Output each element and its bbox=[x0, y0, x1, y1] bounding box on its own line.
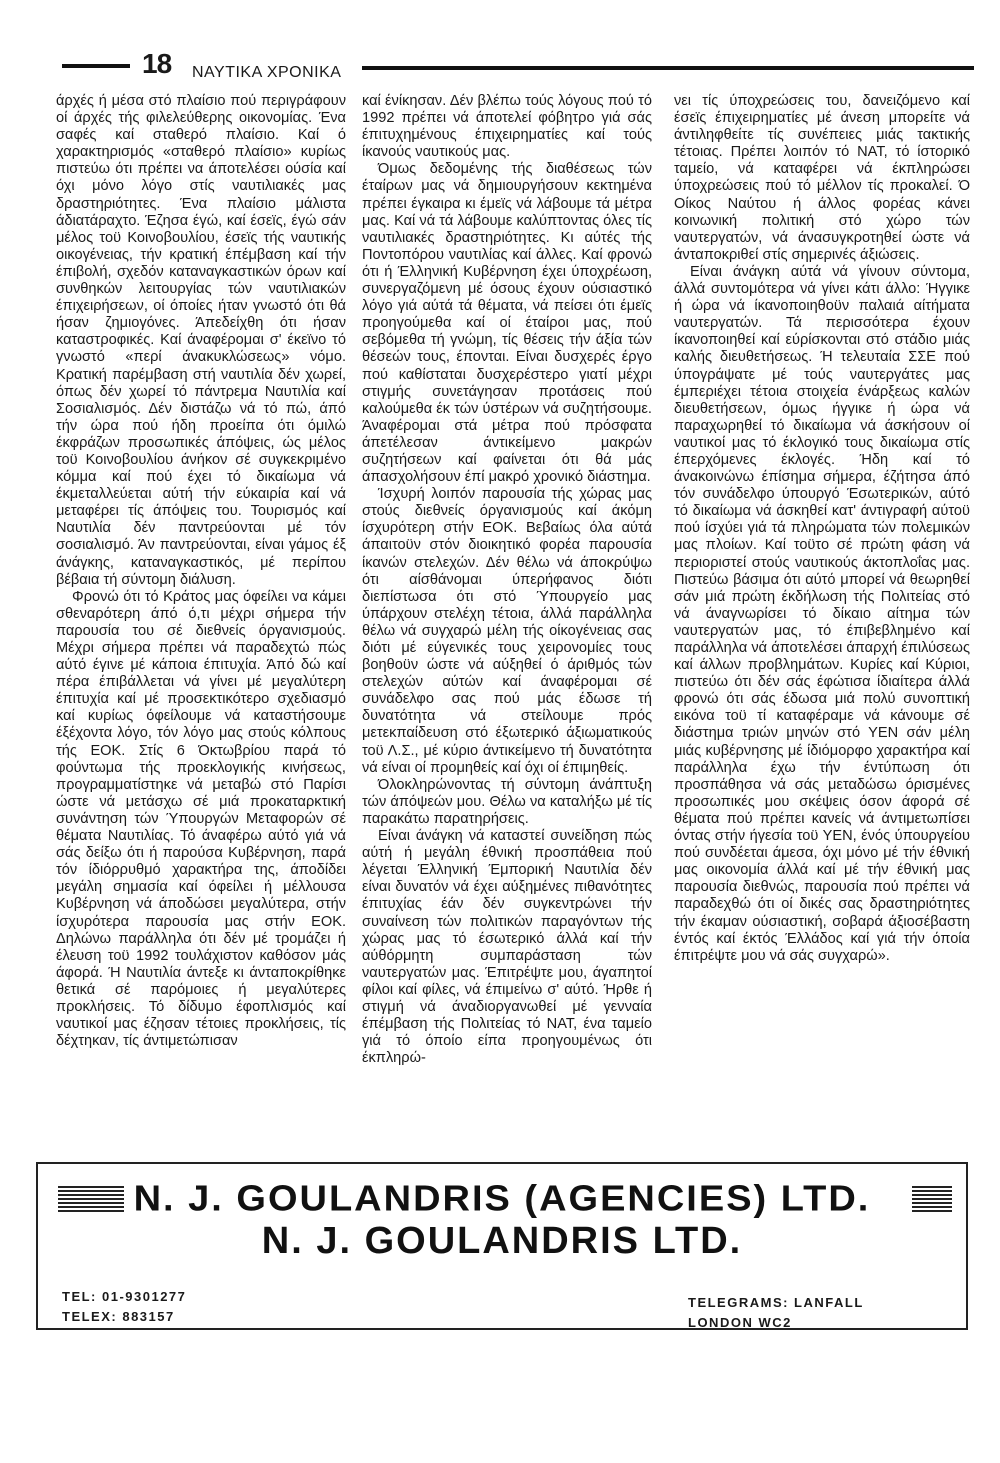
paragraph: Όλοκληρώνοντας τή σύντομη άνάπτυξη τών άπόψεών μου. Θέλω να καταλήξω μέ τίς παρακάτω παρατηρήσεις. bbox=[362, 776, 652, 827]
ad-city: LONDON WC2 bbox=[688, 1315, 792, 1330]
paragraph: άρχές ή μέσα στό πλαίσιο πού περιγράφουν οί άρχές τής φιλελεύθερης οικονομίας. Ένα σαφές καί σταθερό πλαίσιο. Καί ό χαρακτηρισμός «σταθερό πλαίσιο» κυρίως πιστεύω ότι πρέπει να άποτελέσει ούσία καί όχι μόνο λόγο στίς ναυτιλιακές μας δραστηριότητες. Ένα πλαίσιο μάλιστα άδιατάραχτο. Έζησα έγώ, καί έσεϊς, έγώ σάν μέλος τοϋ Κοινοβουλίου, έσεϊς τής ναυτικής οικογένειας, τήν κρατική έπέμβαση καί τήν έπιβολή, σχεδόν καταναγκαστικών όρων καί συνθηκών λειτουργίας τών ναυτιλιακών έπιχειρήσεων, οί όποίες ήταν γνωστό ότι θά ήσαν ζημιογόνες. Άπεδείχθη ότι ήσαν καταστροφικές. Καί άναφέρομαι σ' έκεϊνο τό γνωστό «περί άνακυκλώσεως» νόμο. Κρατική παρέμβαση στή ναυτιλία δέν χωρεί, όπως δέν χωρεί τό πάντρεμα Ναυτιλία καί Σοσιαλισμός. Δέν διστάζω νά τό πώ, άπό τήν ώρα πού ήδη προείπα ότι όμιλώ έκφράζων προσωπικές άπόψεις, ώς μέλος τοϋ Κοινοβουλίου άνήκον σέ συγκεκριμένο κόμμα καί πού έχει τό δικαίωμα νά έκμεταλλεύεται αύτή τήν εύκαιρία καί νά μεταφέρει τίς άπόψεις του. Τουρισμός καί Ναυτιλία δέν παντρεύονται μέ τόν σοσιαλισμό. Άν παντρεύονται, είναι γάμος έξ άνάγκης, καταναγκαστικός, μέ περίπου βέβαια τή σύντομη διάλυση. bbox=[56, 93, 346, 588]
header-rule-right bbox=[362, 66, 974, 70]
paragraph: Είναι άνάγκη αύτά νά γίνουν σύντομα, άλλά συντομότερα νά γίνει κάτι άλλο: Ήγγικε ή ώρα νά ίκανοποιηθοϋν παλαιά αίτήματα ναυτεργατών. Τά περισσότερα έχουν ίκανοποιηθεί καί εύρίσκονται στό στάδιο μιάς καλής διευθετήσεως. Ή τελευταία ΣΣΕ πού ύπογράψατε μέ τούς ναυτεργάτες μας έμπεριέχει τέτοια στοιχεία ένάρξεως καλών διευθετήσεων, όμως ήγγικε ή ώρα νά παραχωρηθεί τό δικαίωμα νά άσκήσουν οί ναυτικοί μας τό έκλογικό τους δικαίωμα στίς έπερχόμενες έκλογές. Ήδη καί τό άνακοινώνω έπίσημα σήμερα, έζήτησα άπό τόν συνάδελφο ύπουργό Έσωτερικών, αύτό τό δικαίωμα νά άσκηθεί κατ' άντιγραφή αύτοϋ πού ίσχύει γιά τά πληρώματα τών πολεμικών μας πλοίων. Καί τοϋτο σέ πρώτη φάση νά περιοριστεί στούς ναυτικούς άκτοπλοΐας μας. Πιστεύω βάσιμα ότι αύτό μπορεί νά θεωρηθεί σάν μιά πρώτη έκδήλωση τής Πολιτείας στό νά άναγνωρίσει τό δίκαιο αίτημα τών ναυτεργατών μας, τό έπιβεβλημένο καί παράλληλα νά άποτελέσει άπαρχή έπιλύσεως καί άλλων προβλημάτων. Κυρίες καί Κύριοι, πιστεύω ότι δέν σάς έφώτισα ίδιαίτερα άλλά φρονώ ότι σάς έδωσα μιά πολύ συνοπτική εικόνα τοϋ τί καταφέραμε νά κάνουμε σέ διάστημα τριών μηνών στό ΥΕΝ σάν μέλη μιάς κυβέρνησης μέ ίδιόμορφο χαρακτήρα καί παράλληλα έχω τήν έντύπωση ότι προσπάθησα νά σάς μεταδώσω όρισμένες προσωπικές μου σκέψεις όσον άφορά σέ θέματα πού πρέπει κανείς νά άντιμετωπίσει όντας στήν ήγεσία τοϋ ΥΕΝ, ένός ύπουργείου πού συνδέεται άμεσα, όχι μόνο μέ τήν έθνική μας οικονομία άλλά καί μέ τήν έθνική μας παρουσία διεθνώς, παρουσία πού πρέπει νά παραδεχθώ ότι οί δικές σας δραστηριότητες τήν έκαμαν ούσιαστική, σοβαρά άξιοσέβαστη έντός καί έκτός Έλλάδος καί γιά τήν όποία έπιτρέψτε μου νά σάς συγχαρώ». bbox=[674, 263, 970, 964]
paragraph: Είναι άνάγκη νά καταστεί συνείδηση πώς αύτή ή μεγάλη έθνική προσπάθεια πού λέγεται Έλληνική Έμπορική Ναυτιλία δέν είναι δυνατόν νά έχει αύξημένες πιθανότητες έπιτυχίας έάν δέν συγκεντρώνει τήν συναίνεση τών πολιτικών παραγόντων τής χώρας μας τό έσωτερικό άλλά καί τήν αύθόρμητη συμπαράσταση τών ναυτεργατών μας. Έπιτρέψτε μου, άγαπητοί φίλοι καί φίλες, νά έπιμείνω σ' αύτό. Ήρθε ή στιγμή νά άναδιοργανωθεί μέ γενναία έπέμβαση τής Πολιτείας τό ΝΑΤ, ένα ταμείο γιά τό όποίο είπα προηγουμένως ότι έκπληρώ- bbox=[362, 828, 652, 1067]
page-header bbox=[62, 48, 974, 84]
article-column-3 bbox=[674, 93, 970, 965]
goulandris-advertisement bbox=[36, 1162, 968, 1330]
ad-telex: TELEX: 883157 bbox=[62, 1309, 175, 1324]
paragraph: Φρονώ ότι τό Κράτος μας όφείλει να κάμει σθεναρότερη άπό ό,τι μέχρι σήμερα τήν παρουσία του σέ διεθνείς όργανισμούς. Μέχρι σήμερα πρέπει νά παραδεχτώ πώς αύτό έγινε μέ κάποια έπιτυχία. Άπό δώ καί πέρα έπιβάλλεται νά γίνει μέ μεγαλύτερη έπιτυχία καί μέ προσεκτικότερο σχεδιασμό καί κυρίως όφείλουμε νά καταστήσουμε έξέχοντα λόγο, τόν λόγο μας στούς κόλπους τής ΕΟΚ. Στίς 6 Όκτωβρίου παρά τό φούντωμα τής προεκλογικής κινήσεως, προγραμματίστηκε νά μεταβώ στό Παρίσι ώστε νά μετάσχω σέ μιά προκαταρκτική συνάντηση τών Ύπουργών Μεταφορών σέ θέματα Ναυτιλίας. Τό άναφέρω αύτό γιά νά σάς δείξω ότι ή παρούσα Κυβέρνηση, παρά τόν ίδιόρρυθμό χαρακτήρα της, άποδίδει μεγάλη σημασία καί όφείλει ή μέλλουσα Κυβέρνηση νά άποδώσει μεγαλύτερα, στήν ίσχυρότερα παρουσία μας στήν ΕΟΚ. Δηλώνω παράλληλα ότι δέν μέ τρομάζει ή έλευση τοϋ 1992 τουλάχιστον καθόσον μάς άφορά. Ή Ναυτιλία άντεξε κι άνταποκρίθηκε θετικά σέ παρόμοιες ή μεγαλύτερες προκλήσεις. Τό δίδυμο έφοπλισμός καί ναυτικοί μας έζησαν τέτοιες προκλήσεις, τίς δέχτηκαν, τίς άντιμετώπισαν bbox=[56, 588, 346, 1050]
article-column-1 bbox=[56, 93, 346, 1050]
page-number: 18 bbox=[142, 48, 172, 79]
ad-telephone: TEL: 01-9301277 bbox=[62, 1289, 187, 1304]
ad-company-name-1: N. J. GOULANDRIS (AGENCIES) LTD. bbox=[133, 1179, 871, 1219]
paragraph: Όμως δεδομένης τής διαθέσεως τών έταίρων μας νά δημιουργήσουν κεκτημένα πρέπει έγκαιρα κι έμεϊς νά λάβουμε τά μέτρα μας. Καί νά τά λάβουμε καλύπτοντας όλες τίς ναυτιλιακές δραστηριότητες. Κι αύτές τής Ποντοπόρου ναυτιλίας καί άλλες. Καί φρονώ ότι ή Έλληνική Κυβέρνηση έχει ύποχρέωση, συνεργαζόμενη μέ όσους έχουν ούσιαστικό λόγο γιά αύτά τά θέματα, νά πείσει ότι έμεϊς προηγούμεθα καί οί έταίροι μας, πού σεβόμεθα τή γνώμη, τίς θέσεις τήν άξία τών θέσεών τους, έπονται. Είναι δυσχερές έργο πού καθίσταται δυσχερέστερο γιατί μέχρι στιγμής συνετάγησαν προτάσεις πού καλούμεθα έκ τών ύστέρων νά συζητήσουμε. Άναφέρομαι στά μέτρα πού πρόσφατα άπετέλεσαν άντικείμενο μακρών συζητήσεων καί φαίνεται ότι θά μάς άπασχολήσουν έπί μακρό χρονικό διάστημα. bbox=[362, 161, 652, 486]
header-rule-left bbox=[62, 64, 130, 68]
paragraph: νει τίς ύποχρεώσεις του, δανειζόμενο καί έσεϊς έπιχειρηματίες μέ άνεση μπορείτε νά άντιληφθείτε τίς συνέπειες μιάς τακτικής τέτοιας. Πρέπει λοιπόν τό ΝΑΤ, τό ίστορικό ταμείο, νά καταφέρει νά έκπληρώσει ύποχρεώσεις πού τό μέλλον τίς προκαλεί. Ό Οίκος Ναύτου ή άλλος φορέας κάνει κοινωνική πολιτική στό χώρο τών ναυτεργατών, νά άνασυγκροτηθεί ώστε νά άνταποκριθεί στίς σημερινές άξιώσεις. bbox=[674, 93, 970, 263]
paragraph: καί ένίκησαν. Δέν βλέπω τούς λόγους πού τό 1992 πρέπει νά άποτελεί φόβητρο γιά σάς έπιτυχημένους έπιχειρηματίες καί τούς ίκανούς ναυτικούς μας. bbox=[362, 93, 652, 161]
article-column-2 bbox=[362, 93, 652, 1067]
ad-company-name-2: N. J. GOULANDRIS LTD. bbox=[261, 1220, 743, 1262]
ad-telegrams: TELEGRAMS: LANFALL bbox=[688, 1295, 864, 1310]
paragraph: Ίσχυρή λοιπόν παρουσία τής χώρας μας στούς διεθνείς όργανισμούς καί άκόμη ίσχυρότερη στήν ΕΟΚ. Βεβαίως όλα αύτά άπαιτοϋν στόν διοικητικό φορέα παρουσία ίκανών στελεχών. Δέν θέλω νά άποκρύψω ότι αίσθάνομαι ύπερήφανος διότι διεπίστωσα ότι στό Ύπουργείο μας ύπάρχουν στελέχη τέτοια, άλλά παράλληλα θέλω νά συγχαρώ μέλη τής οίκογένειας σας διότι μέ εύγενικές τους χειρονομίες τους βοηθοϋν ώστε νά αύξηθεί ό άριθμός τών στελεχών αύτών καί άναφέρομαι σέ συνάδελφο σας πού μάς έδωσε τή δυνατότητα νά στείλουμε πρός μετεκπαίδευση στό έξωτερικό άξιωματικούς τοϋ Λ.Σ., μέ κύριο άντικείμενο τή δυνατότητα νά είναι οί προμηθείς καί όχι οί έπιμηθείς. bbox=[362, 486, 652, 776]
publication-title: ΝΑΥΤΙΚΑ ΧΡΟΝΙΚΑ bbox=[192, 64, 342, 81]
